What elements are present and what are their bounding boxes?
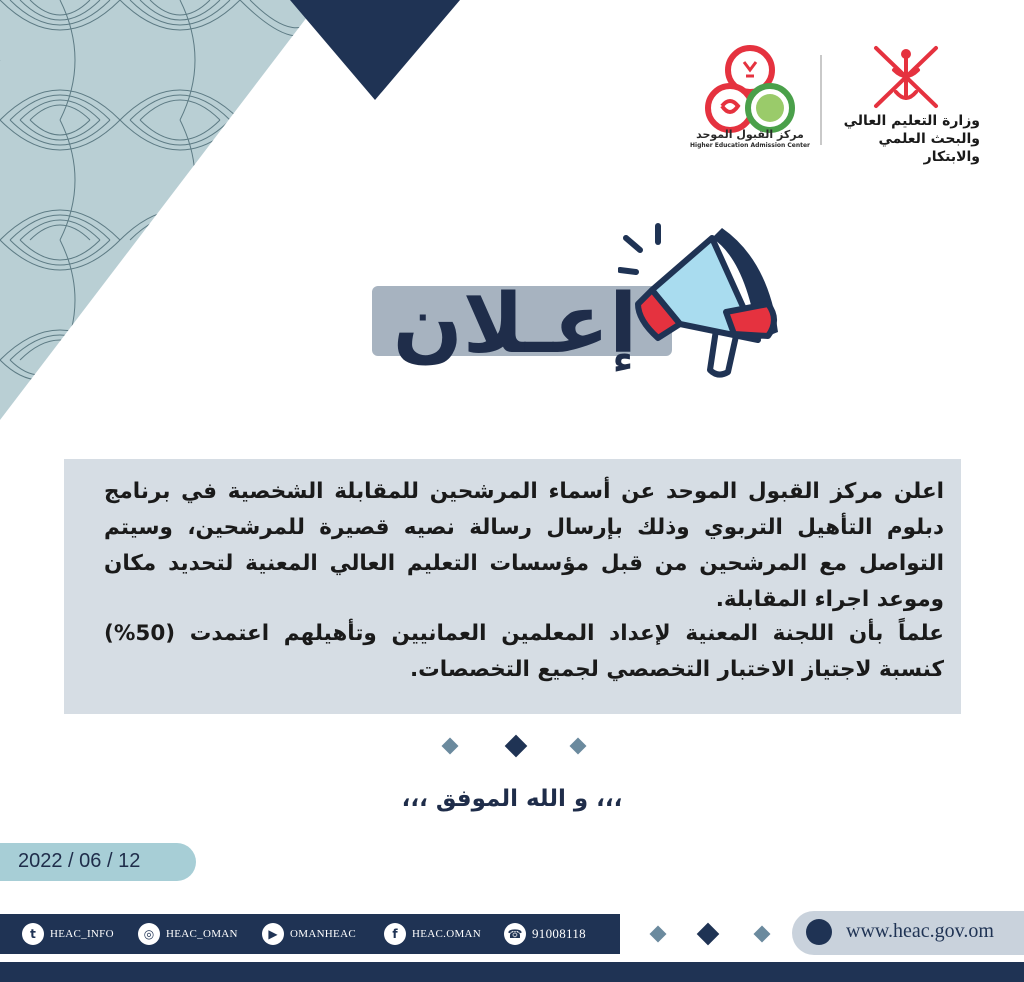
announcement-paragraph-2: علماً بأن اللجنة المعنية لإعداد المعلمين العمانيين وتأهيلهم اعتمدت (50%) كنسبة لاجتياز الاختبار التخصصي لجميع التخصصات. [104,621,944,682]
decorative-dots [432,734,612,758]
social-whatsapp[interactable] [504,922,586,946]
social-label: HEAC.OMAN [412,928,482,940]
oman-emblem-icon [868,42,944,112]
decorative-pattern [0,0,320,420]
heac-name-english: Higher Education Admission Center [690,142,811,149]
social-youtube[interactable] [262,922,356,946]
social-label: OMANHEAC [290,928,356,940]
header-divider [820,55,822,145]
website-link[interactable]: www.heac.gov.om [846,920,994,942]
ministry-name [830,112,980,166]
social-instagram[interactable] [138,922,238,946]
megaphone-icon [618,220,783,380]
bottom-strip [0,962,1024,982]
announcement-title: إعـلان [392,277,638,372]
instagram-icon: ◎ [138,923,160,945]
ministry-line2: والبحث العلمي والابتكار [878,131,980,165]
twitter-icon: t [22,923,44,945]
closing-remark: ،،، و الله الموفق ،،، [401,786,623,812]
website-icon [806,919,832,945]
ministry-line1: وزارة التعليم العالي [843,113,980,129]
social-label: HEAC_INFO [50,928,114,940]
heac-name-arabic: مركز القبول الموحد [696,128,804,141]
social-twitter[interactable] [22,922,114,946]
whatsapp-icon: ☎ [504,923,526,945]
social-label: 91008118 [532,926,586,941]
decorative-triangle [290,0,460,100]
social-label: HEAC_OMAN [166,928,238,940]
announcement-paragraph-1: اعلن مركز القبول الموحد عن أسماء المرشحين للمقابلة الشخصية في برنامج دبلوم التأهيل التربوي وذلك بإرسال رسالة نصيه قصيرة للمرشحين، وسيتم التواصل مع المرشحين من قبل مؤسسات التعليم العالي المعنية لتحديد مكان وموعد اجراء المقابلة. [104,479,944,612]
announcement-date: 2022 / 06 / 12 [18,850,141,872]
social-facebook[interactable] [384,922,481,946]
youtube-icon: ▶ [262,923,284,945]
facebook-icon: f [384,923,406,945]
